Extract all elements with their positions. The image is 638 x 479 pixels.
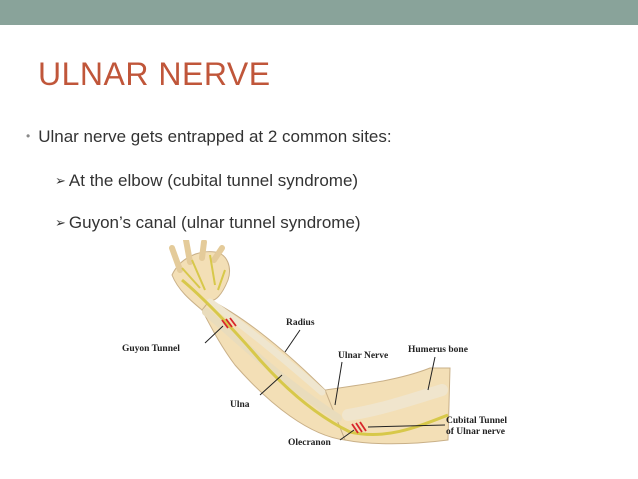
olecranon-label: Olecranon [288, 438, 331, 448]
sub-item-elbow [55, 171, 358, 191]
bullet-dot-icon: • [26, 129, 31, 143]
sub-item-text: Guyon’s canal (ulnar tunnel syndrome) [68, 213, 361, 232]
top-accent-bar [0, 0, 638, 25]
radius-leader-line [285, 330, 300, 352]
bullet-item [26, 127, 392, 147]
ulna-label: Ulna [230, 400, 250, 410]
bullet-text: Ulnar nerve gets entrapped at 2 common sites: [38, 127, 392, 146]
cubital-tunnel-label-line1: Cubital Tunnel [446, 416, 507, 426]
arm-anatomy-figure [110, 240, 560, 472]
guyon-tunnel-label: Guyon Tunnel [122, 344, 180, 354]
radius-label: Radius [286, 318, 315, 328]
sub-item-guyon [55, 213, 361, 233]
arrow-bullet-icon: ➢ [55, 173, 66, 188]
arrow-bullet-icon: ➢ [55, 215, 66, 230]
humerus-bone-label: Humerus bone [408, 345, 468, 355]
slide-title: ULNAR NERVE [38, 56, 271, 92]
cubital-tunnel-label [446, 416, 507, 438]
sub-item-text: At the elbow (cubital tunnel syndrome) [68, 171, 359, 190]
cubital-tunnel-label-line2: of Ulnar nerve [446, 427, 505, 437]
ulnar-nerve-label: Ulnar Nerve [338, 351, 389, 361]
